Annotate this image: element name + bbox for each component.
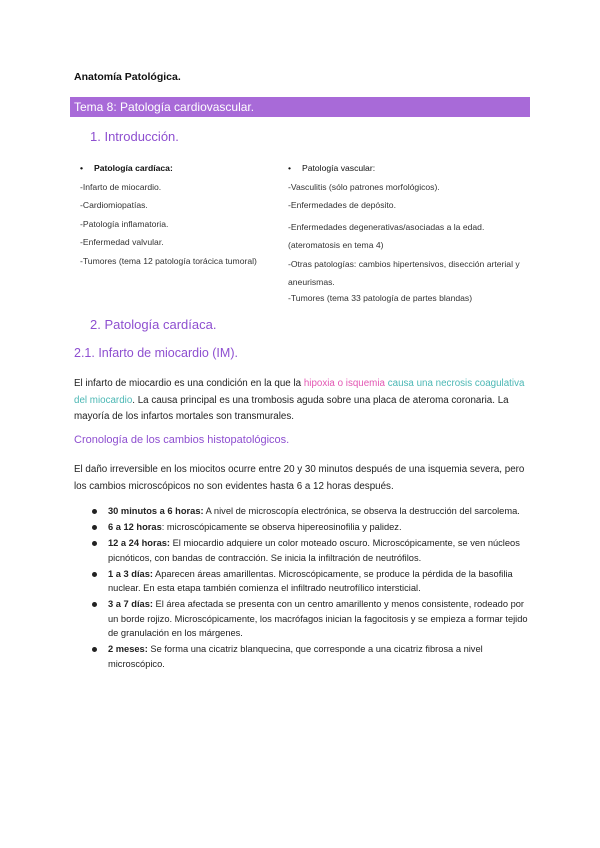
section-heading-cardiac: 2. Patología cardíaca. [90, 317, 217, 332]
bullet-icon [92, 602, 97, 607]
list-item: -Enfermedades degenerativas/asociadas a la edad. (ateromatosis en tema 4) [288, 221, 485, 250]
chronology-heading: Cronología de los cambios histopatológicos. [74, 434, 290, 446]
document-title: Anatomía Patológica. [74, 71, 181, 83]
timeline-item: 6 a 12 horas: microscópicamente se observa hipereosinofilia y palidez. [92, 520, 532, 535]
timeline-item: 3 a 7 días: El área afectada se presenta con un centro amarillento y menos consistente, rodeado por un borde rojizo. Microscópicamente, los macrófagos inician la fagocitosis y se empieza a formar tejido de granulación en los márgenes. [92, 597, 532, 641]
timeline-item: 12 a 24 horas: El miocardio adquiere un color moteado oscuro. Microscópicamente, se ven núcleos picnóticos, con bandas de contracción. Se inicia la infiltración de neutrófilos. [92, 536, 532, 565]
bullet-icon [92, 572, 97, 577]
bullet-icon [92, 525, 97, 530]
list-header: • Patología vascular: [288, 163, 376, 173]
list-item: -Tumores (tema 12 patología torácica tumoral) [80, 255, 257, 266]
list-item: -Infarto de miocardio. [80, 181, 162, 192]
list-item: -Patología inflamatoria. [80, 218, 169, 229]
chronology-intro-paragraph: El daño irreversible en los miocitos ocurre entre 20 y 30 minutos después de una isquemia severa, pero los cambios microscópicos no son evidentes hasta 6 a 12 horas después. [74, 464, 525, 492]
bullet-icon [92, 541, 97, 546]
timeline-item: 1 a 3 días: Aparecen áreas amarillentas. Microscópicamente, se produce la pérdida de la basofilia nuclear. En esta etapa también comienza el infiltrado neutrofílico intersticial. [92, 567, 532, 596]
topic-banner: Tema 8: Patología cardiovascular. [70, 97, 530, 117]
list-item: -Enfermedades de depósito. [288, 200, 396, 210]
cardiac-pathology-list [80, 162, 280, 273]
section-heading-introduction: 1. Introducción. [90, 129, 179, 144]
infarct-intro-paragraph: El infarto de miocardio es una condición en la que la hipoxia o isquemia causa una necrosis coagulativa del miocardio. La causa principal es una trombosis aguda sobre una placa de ateroma coronaria. La mayoría de los infartos mortales son transmurales. [74, 378, 525, 422]
list-item: -Otras patologías: cambios hipertensivos, disección arterial y aneurismas. [288, 258, 520, 287]
highlight-hypoxia: hipoxia o isquemia [303, 378, 385, 389]
timeline-item: 30 minutos a 6 horas: A nivel de microscopía electrónica, se observa la destrucción del sarcolema. [92, 504, 532, 519]
list-item: -Vasculitis (sólo patrones morfológicos). [288, 181, 440, 192]
list-item: -Cardiomiopatías. [80, 200, 148, 210]
list-item: -Enfermedad valvular. [80, 237, 164, 247]
list-item: -Tumores (tema 33 patología de partes blandas) [288, 292, 473, 303]
timeline-item: 2 meses: Se forma una cicatriz blanquecina, que corresponde a una cicatriz fibrosa a nivel microscópico. [92, 642, 532, 671]
vascular-pathology-list [288, 162, 538, 310]
bullet-icon: • [288, 163, 292, 173]
list-header: • Patología cardíaca: [80, 163, 173, 173]
bullet-icon [92, 509, 97, 514]
bullet-icon: • [80, 163, 84, 173]
subsection-heading-infarct: 2.1. Infarto de miocardio (IM). [74, 346, 238, 360]
highlight-necrosis: causa una necrosis coagulativa del miocardio [74, 378, 525, 406]
bullet-icon [92, 647, 97, 652]
timeline-list [92, 504, 532, 673]
